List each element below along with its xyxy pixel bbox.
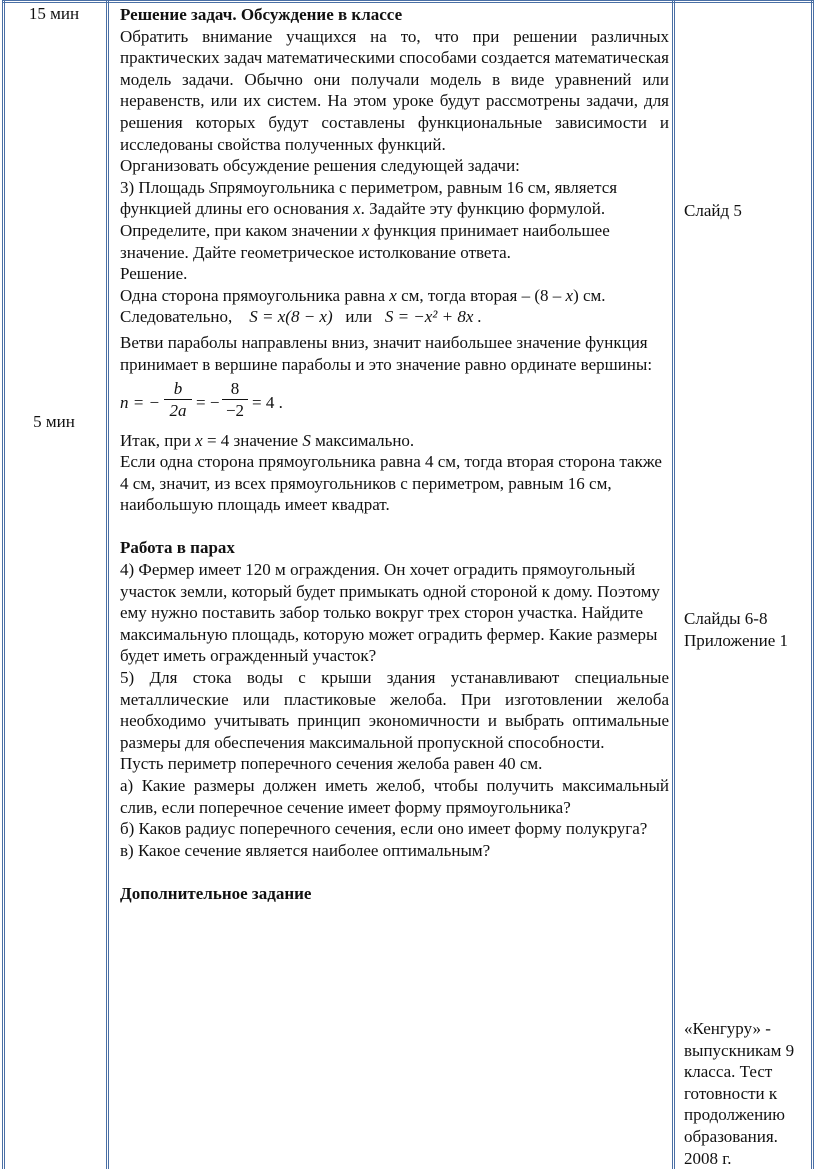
pairs-heading: Работа в парах — [120, 538, 235, 558]
solution-label: Решение. — [120, 264, 188, 284]
task-3: 3) Площадь Sпрямоугольника с периметром, равным 16 см, является функцией длины его основания x. Задайте эту функцию формулой. Определите, при каком значении x функция принимает наибольшее значение. Дайте геометрическое истолкование ответа. — [120, 177, 618, 262]
branches-text: Ветви параболы направлены вниз, значит наибольшее значение функция принимает в вершине параболы и это значение равно ординате вершины: — [120, 333, 653, 374]
conclusion-text: Если одна сторона прямоугольника равна 4 см, тогда вторая сторона также 4 см, значит, из всех прямоугольников с периметром, равным 16 см, наибольшую площадь имеет квадрат. — [120, 452, 662, 515]
section-heading: Решение задач. Обсуждение в классе — [120, 5, 403, 24]
intro-paragraph: Обратить внимание учащихся на то, что при решении различных практических задач математическими способами создается математическая модель задачи. Обычно они получали модель в виде уравнений или неравенств, или их систем. На этом уроке будут рассмотрены задачи, для решения которых будут составлены функциональные зависимости и исследованы свойства полученных функций. — [120, 26, 669, 154]
formula-1: S = x(8 − x) — [249, 307, 333, 327]
side-slides-6-8: Слайды 6-8 Приложение 1 — [684, 609, 788, 650]
side-lengths: Одна сторона прямоугольника равна x см, тогда вторая – (8 – x) см. — [120, 285, 606, 305]
table-border-time — [106, 0, 109, 1169]
table-border-right — [811, 0, 814, 1169]
or-word: или — [345, 307, 373, 327]
question-b: б) Каков радиус поперечного сечения, если оно имеет форму полукруга? — [120, 819, 648, 839]
table-top-border — [2, 0, 814, 3]
side-kangaroo: «Кенгуру» - выпускникам 9 класса. Тест готовности к продолжению образования. 2008 г. — [684, 1019, 795, 1168]
question-a: а) Какие размеры должен иметь желоб, чтобы получить максимальный слив, если поперечное сечение имеет форму прямоугольника? — [120, 776, 669, 817]
content-cell — [120, 4, 669, 905]
so-text: Итак, при x = 4 значение S максимально. — [120, 430, 415, 450]
vertex-formula: n = − b 2a = − 8 −2 = 4 . — [120, 378, 283, 420]
task-4: 4) Фермер имеет 120 м ограждения. Он хочет оградить прямоугольный участок земли, который будет примыкать одной стороной к дому. Поэтому ему нужно поставить забор только вокруг трех сторон участка. Найдите максимальную площадь, которую может оградить фермер. Какие размеры будет иметь огражденный участок? — [120, 560, 660, 666]
formula-2: S = −x² + 8x . — [384, 307, 482, 327]
table-border-content — [672, 0, 675, 1169]
extra-heading: Дополнительное задание — [120, 883, 312, 903]
side-slide-5: Слайд 5 — [684, 201, 742, 220]
table-border-left — [2, 0, 5, 1169]
formula-line: Следовательно, S = x(8 − x) или S = −x² + 8x . — [120, 307, 482, 327]
lesson-table — [2, 0, 814, 1169]
time-cell-second: 5 мин — [33, 412, 75, 431]
time-cell-first: 15 мин — [28, 4, 80, 23]
question-c: в) Какое сечение является наиболее оптимальным? — [120, 840, 491, 860]
perimeter-text: Пусть периметр поперечного сечения желоба равен 40 см. — [120, 754, 543, 774]
task-5: 5) Для стока воды с крыши здания устанавливают специальные металлические или пластиковые желоба. При изготовлении желоба необходимо учитывать принцип экономичности и выбрать оптимальные размеры для обеспечения максимальной пропускной способности. — [120, 668, 669, 752]
organize-text: Организовать обсуждение решения следующей задачи: — [120, 156, 520, 176]
